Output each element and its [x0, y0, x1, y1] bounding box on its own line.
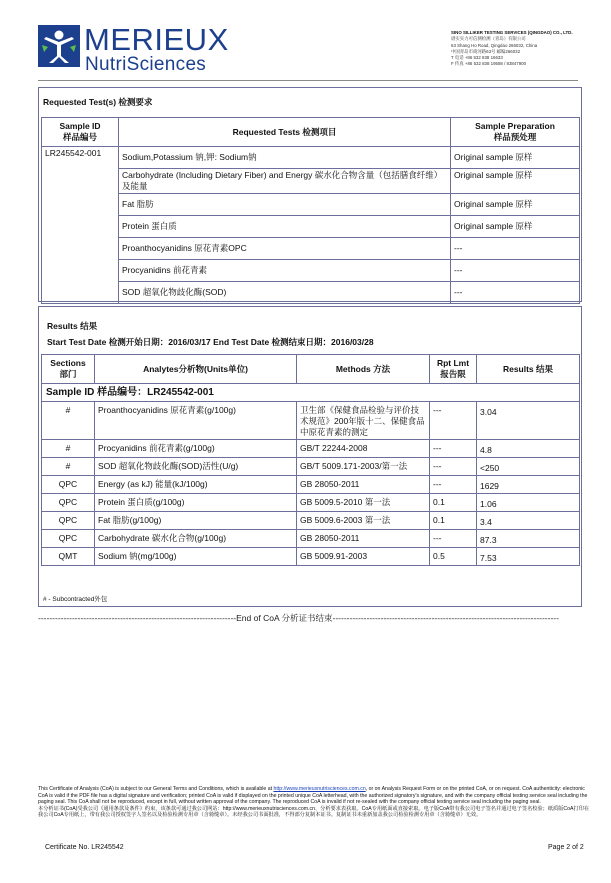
section: #: [42, 402, 95, 440]
method: 卫生部《保健食品检验与评价技术规范》200年版十二、保健食品中原花青素的测定: [297, 402, 430, 440]
requested-tests-title: Requested Test(s) 检测要求: [43, 97, 153, 107]
fax: F 传真 +86 532 838 19588 / 83847900: [451, 61, 527, 67]
section: QMT: [42, 548, 95, 566]
method: GB/T 22244-2008: [297, 440, 430, 458]
legal-cn: 本分析证书(CoA)受我公司《通用条款及条件》约束，该条款可通过我公司网站：http://www.merieuxnutrisciences.com.cn、分析要求表获取。CoA专用纸面或直接索取。电子版CoA带有我公司电子签名并通过电子签名校验；纸质版CoA打印在我公司CoA专用纸上，带有我公司授权签字人签名以及检验检测专用章（含骑缝章）。未经我公司书面批准，不得部分复制本证书。复制证书未重新加盖我公司检验检测专用章（含骑缝章）无效。: [38, 805, 590, 819]
brand-subname: NutriSciences: [85, 54, 207, 75]
table-row: [42, 476, 580, 494]
company-name-cn: 谱实实力可信测检测（青岛）有限公司: [451, 36, 526, 42]
table-row: [42, 147, 580, 169]
sample-id-row: [42, 384, 580, 402]
requested-tests-table: [41, 117, 580, 304]
result: 7.53: [477, 548, 580, 566]
table-row: [42, 194, 580, 216]
analyte: Energy (as kJ) 能量(kJ/100g): [95, 476, 297, 494]
table-row: [42, 238, 580, 260]
table-row: [42, 216, 580, 238]
method: GB/T 5009.171-2003/第一法: [297, 458, 430, 476]
end-dashes-left: ----------------------------------------------------------------------: [38, 613, 237, 623]
table-row: [42, 548, 580, 566]
end-of-coa-text: End of CoA 分析证书结束: [236, 613, 333, 623]
section: QPC: [42, 530, 95, 548]
sample-prep: Original sample 原样: [451, 169, 580, 194]
sample-id-cell: LR245542-001: [42, 147, 119, 304]
method: GB 5009.5-2010 第一法: [297, 494, 430, 512]
results-header-row: [42, 355, 580, 384]
table-row: [42, 440, 580, 458]
result: 87.3: [477, 530, 580, 548]
subcontracted-footnote: # - Subcontracted外包: [43, 596, 108, 603]
rpt-lmt: 0.1: [430, 512, 477, 530]
col-sample-id: Sample ID 样品编号: [42, 118, 119, 147]
rpt-lmt: ---: [430, 458, 477, 476]
table-row: [42, 512, 580, 530]
method: GB 28050-2011: [297, 476, 430, 494]
table-row: [42, 494, 580, 512]
requested-test: Proanthocyanidins 原花青素OPC: [119, 238, 451, 260]
company-name-en: SINO SILLIKER TESTING SERVICES (QINGDAO) CO., LTD.: [451, 30, 573, 35]
rpt-lmt: ---: [430, 440, 477, 458]
analyte: SOD 超氧化物歧化酶(SOD)活性(U/g): [95, 458, 297, 476]
table-row: [42, 458, 580, 476]
result: 3.04: [477, 402, 580, 440]
analyte: Sodium 钠(mg/100g): [95, 548, 297, 566]
section: #: [42, 440, 95, 458]
tel: T 电话 +86 532 838 16633: [451, 55, 503, 61]
col-analytes: Analytes分析物(Units单位): [95, 355, 297, 384]
method: GB 5009.6-2003 第一法: [297, 512, 430, 530]
section: QPC: [42, 512, 95, 530]
result: 1629: [477, 476, 580, 494]
results-title: Results 结果: [47, 321, 98, 331]
rpt-lmt: ---: [430, 476, 477, 494]
col-results: Results 结果: [477, 355, 580, 384]
company-info: [451, 30, 573, 68]
rpt-lmt: ---: [430, 530, 477, 548]
results-table: [41, 354, 580, 566]
requested-test: Sodium,Potassium 钠,钾: Sodium钠: [119, 147, 451, 169]
result: <250: [477, 458, 580, 476]
result: 4.8: [477, 440, 580, 458]
merieux-logo-icon: [38, 25, 80, 67]
analyte: Fat 脂肪(g/100g): [95, 512, 297, 530]
requested-test: Carbohydrate (Including Dietary Fiber) and Energy 碳水化合物含量（包括膳食纤维）及能量: [119, 169, 451, 194]
table-row: [42, 282, 580, 304]
sample-id-label: Sample ID 样品编号：LR245542-001: [42, 384, 580, 402]
analyte: Proanthocyanidins 原花青素(g/100g): [95, 402, 297, 440]
results-box: [38, 306, 582, 607]
table-row: [42, 530, 580, 548]
col-requested-tests: Requested Tests 检测项目: [119, 118, 451, 147]
col-rpt-lmt: Rpt Lmt 报告限: [430, 355, 477, 384]
end-of-coa: [38, 612, 583, 624]
analyte: Procyanidins 前花青素(g/100g): [95, 440, 297, 458]
requested-test: Fat 脂肪: [119, 194, 451, 216]
sample-prep: Original sample 原样: [451, 216, 580, 238]
end-dashes-right: --------------------------------------------------------------------------------: [332, 613, 559, 623]
sample-prep: Original sample 原样: [451, 147, 580, 169]
legal-fine-print: [38, 786, 594, 819]
address-en: 63 Shang Ho Road, Qingdao 266032, China: [451, 42, 538, 48]
address-cn: 中国青岛市商河路63号 邮编266032: [451, 48, 521, 54]
result: 1.06: [477, 494, 580, 512]
method: GB 28050-2011: [297, 530, 430, 548]
sample-prep: ---: [451, 260, 580, 282]
sample-prep: ---: [451, 282, 580, 304]
certificate-number: Certificate No. LR245542: [45, 844, 124, 851]
requested-header-row: [42, 118, 580, 147]
result: 3.4: [477, 512, 580, 530]
test-dates: Start Test Date 检测开始日期：2016/03/17 End Test Date 检测结束日期：2016/03/28: [47, 337, 374, 347]
table-row: [42, 260, 580, 282]
requested-test: Protein 蛋白质: [119, 216, 451, 238]
analyte: Carbohydrate 碳水化合物(g/100g): [95, 530, 297, 548]
header-divider: [38, 80, 578, 81]
brand-name: MERIEUX: [84, 22, 229, 57]
website-link[interactable]: http://www.merieuxnutrisciences.com.cn: [273, 786, 366, 792]
col-sample-prep: Sample Preparation 样品预处理: [451, 118, 580, 147]
rpt-lmt: 0.5: [430, 548, 477, 566]
col-sections: Sections 部门: [42, 355, 95, 384]
rpt-lmt: 0.1: [430, 494, 477, 512]
table-row: [42, 169, 580, 194]
section: #: [42, 458, 95, 476]
legal-en: This Certificate of Analysis (CoA) is subject to our General Terms and Conditions, which is available at http://www.merieuxnutrisciences.com.cn, or on Analysis Request Form or on the printed CoA, or on request. CoA authenticity: electronic CoA is valid if the PDF file has a digital signature and verification; printed CoA is valid if displayed on the printed unique CoA letterhead, with the authorized signatory's signature, and with the company official testing service seal including the paging seal. This CoA shall not be reproduced, except in full, without written approval of the company. The reproduced CoA is invalid if not re-sealed with the company official testing service seal including the paging seal.: [38, 786, 588, 806]
rpt-lmt: ---: [430, 402, 477, 440]
sample-prep: ---: [451, 238, 580, 260]
section: QPC: [42, 476, 95, 494]
sample-prep: Original sample 原样: [451, 194, 580, 216]
table-row: [42, 402, 580, 440]
analyte: Protein 蛋白质(g/100g): [95, 494, 297, 512]
section: QPC: [42, 494, 95, 512]
method: GB 5009.91-2003: [297, 548, 430, 566]
requested-test: SOD 超氧化物歧化酶(SOD): [119, 282, 451, 304]
requested-tests-box: [38, 87, 582, 302]
col-methods: Methods 方法: [297, 355, 430, 384]
requested-test: Procyanidins 前花青素: [119, 260, 451, 282]
page-number: Page 2 of 2: [548, 844, 584, 851]
